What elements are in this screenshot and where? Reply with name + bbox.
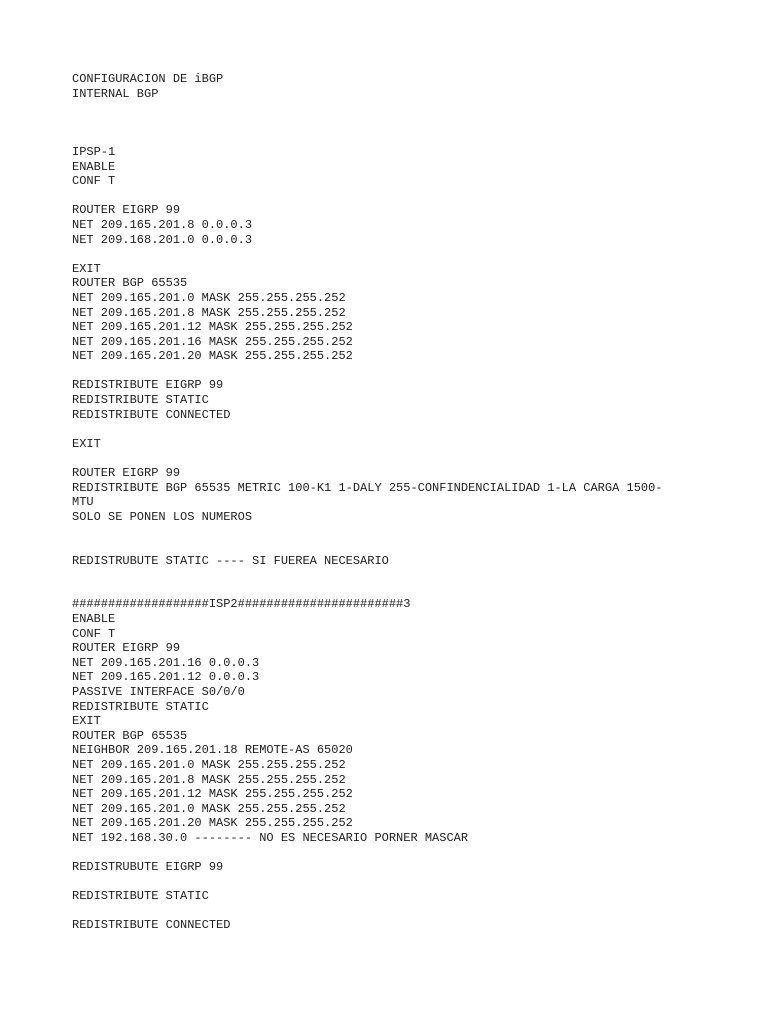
text-line: EXIT <box>72 436 101 451</box>
text-line: NET 209.165.201.8 MASK 255.255.255.252 <box>72 772 346 787</box>
blank-line <box>72 904 712 919</box>
text-line: NET 209.165.201.16 0.0.0.3 <box>72 655 260 670</box>
text-line: NET 209.165.201.20 MASK 255.255.255.252 <box>72 816 353 831</box>
blank-line <box>72 845 712 860</box>
text-line: PASSIVE INTERFACE S0/0/0 <box>72 684 245 699</box>
blank-line <box>72 364 712 379</box>
blank-line <box>72 189 712 204</box>
text-line: NET 209.165.201.12 MASK 255.255.255.252 <box>72 320 353 335</box>
text-line: CONFIGURACION DE iBGP <box>72 72 224 86</box>
text-line: REDISTRUBUTE STATIC ---- SI FUEREA NECESARIO <box>72 553 389 568</box>
text-line: ROUTER BGP 65535 <box>72 276 188 291</box>
text-line: NET 209.165.201.0 MASK 255.255.255.252 <box>72 801 346 816</box>
document-page <box>72 72 712 933</box>
text-line: ROUTER EIGRP 99 <box>72 641 181 656</box>
text-line: NET 209.165.201.16 MASK 255.255.255.252 <box>72 334 353 349</box>
text-line: REDISTRIBUTE CONNECTED <box>72 918 231 933</box>
text-line: CONF T <box>72 174 116 189</box>
text-line: MTU <box>72 495 94 510</box>
text-line: IPSP-1 <box>72 144 116 159</box>
text-line: NET 209.165.201.12 MASK 255.255.255.252 <box>72 787 353 802</box>
text-line: REDISTRIBUTE EIGRP 99 <box>72 378 224 393</box>
text-line: NET 209.165.201.12 0.0.0.3 <box>72 670 260 685</box>
blank-line <box>72 568 712 583</box>
text-line: CONF T <box>72 626 116 641</box>
text-line: REDISTRIBUTE CONNECTED <box>72 407 231 422</box>
blank-line <box>72 451 712 466</box>
text-line: ENABLE <box>72 159 116 174</box>
text-line: REDISTRIBUTE STATIC <box>72 393 209 408</box>
blank-line <box>72 539 712 554</box>
text-line: ROUTER EIGRP 99 <box>72 203 181 218</box>
text-line: ###################ISP2#######################3 <box>72 597 411 612</box>
text-line: REDISTRIBUTE STATIC <box>72 699 209 714</box>
text-line: ROUTER EIGRP 99 <box>72 466 181 481</box>
text-line: ENABLE <box>72 611 116 626</box>
blank-line <box>72 247 712 262</box>
text-line: NET 192.168.30.0 -------- NO ES NECESARIO PORNER MASCAR <box>72 830 469 845</box>
text-line: NET 209.165.201.8 MASK 255.255.255.252 <box>72 305 346 320</box>
text-line: REDISTRUBUTE EIGRP 99 <box>72 860 224 875</box>
text-line: NET 209.168.201.0 0.0.0.3 <box>72 232 253 247</box>
text-line: NET 209.165.201.0 MASK 255.255.255.252 <box>72 757 346 772</box>
blank-line <box>72 583 712 598</box>
blank-line <box>72 130 712 145</box>
text-line: SOLO SE PONEN LOS NUMEROS <box>72 509 253 524</box>
text-line: NET 209.165.201.8 0.0.0.3 <box>72 217 253 232</box>
text-line: EXIT <box>72 714 101 729</box>
text-line: REDISTRIBUTE BGP 65535 METRIC 100-K1 1-DALY 255-CONFINDENCIALIDAD 1-LA CARGA 1500- <box>72 480 663 495</box>
text-line: EXIT <box>72 261 101 276</box>
blank-line <box>72 524 712 539</box>
text-line: ROUTER BGP 65535 <box>72 728 188 743</box>
blank-line <box>72 116 712 131</box>
text-line: NET 209.165.201.0 MASK 255.255.255.252 <box>72 290 346 305</box>
text-line: REDISTRIBUTE STATIC <box>72 889 209 904</box>
blank-line <box>72 875 712 890</box>
text-line: NEIGHBOR 209.165.201.18 REMOTE-AS 65020 <box>72 743 353 758</box>
text-line: NET 209.165.201.20 MASK 255.255.255.252 <box>72 349 353 364</box>
text-line: INTERNAL BGP <box>72 86 159 101</box>
blank-line <box>72 101 712 116</box>
blank-line <box>72 422 712 437</box>
